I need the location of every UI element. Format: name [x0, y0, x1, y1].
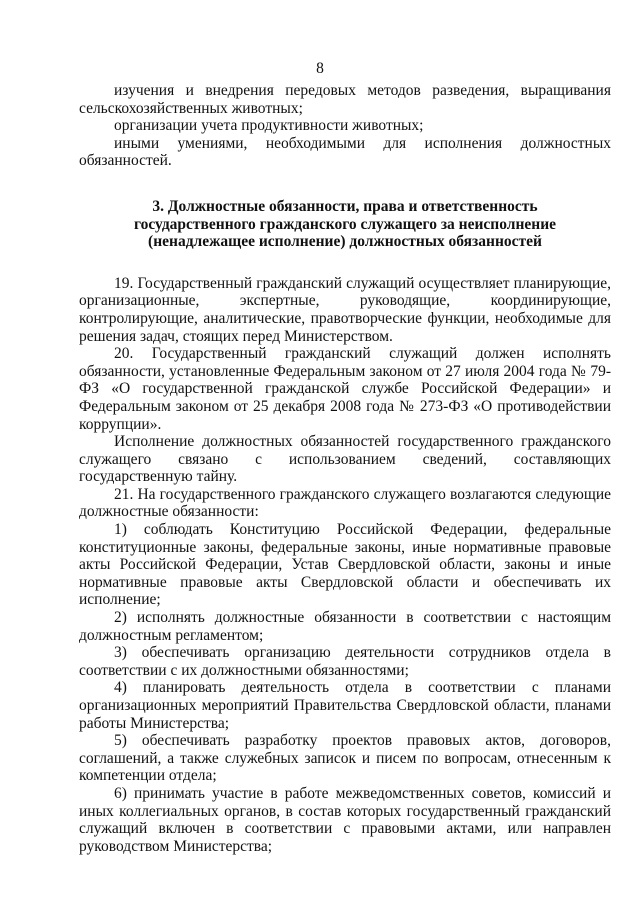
duty-item-6: 6) принимать участие в работе межведомственных советов, комиссий и иных коллегиальных органов, в состав которых государственный гражданский служащий включен в соответствии с правовыми актами, или направлен руководством Министерства;: [79, 784, 611, 855]
duty-item-5: 5) обеспечивать разработку проектов правовых актов, договоров, соглашений, а также служебных записок и писем по вопросам, отнесенным к компетенции отдела;: [79, 732, 611, 785]
paragraph-20: 20. Государственный гражданский служащий должен исполнять обязанности, установленные Федеральным законом от 27 июля 2004 года № 79-ФЗ «О государственной гражданской службе Российской Федерации» и Федеральным законом от 25 декабря 2008 года № 273-ФЗ «О противодействии коррупции».: [79, 345, 611, 433]
page-number: 8: [316, 60, 324, 77]
duty-item-1: 1) соблюдать Конституцию Российской Федерации, федеральные конституционные законы, федеральные законы, иные нормативные правовые акты Российской Федерации, Устав Свердловской области, законы и иные нормативные правовые акты Свердловской области и обеспечивать их исполнение;: [79, 521, 611, 609]
paragraph-19: 19. Государственный гражданский служащий осуществляет планирующие, организационные, экспертные, руководящие, координирующие, контролирующие, аналитические, правотворческие функции, необходимые для решения задач, стоящих перед Министерством.: [79, 274, 611, 345]
section-heading-line: государственного гражданского служащего за неисполнение: [133, 215, 557, 233]
section-heading: [79, 198, 611, 251]
page-content: [79, 82, 611, 855]
section-heading-line: 3. Должностные обязанности, права и ответственность: [152, 197, 538, 215]
duty-item-4: 4) планировать деятельность отдела в соответствии с планами организационных мероприятий Правительства Свердловской области, планами работы Министерства;: [79, 679, 611, 732]
paragraph: иными умениями, необходимыми для исполнения должностных обязанностей.: [79, 134, 611, 170]
section-heading-line: (ненадлежащее исполнение) должностных обязанностей: [148, 233, 542, 251]
paragraph-secrecy: Исполнение должностных обязанностей государственного гражданского служащего связано с использованием сведений, составляющих государственную тайну.: [79, 433, 611, 486]
paragraph: организации учета продуктивности животных;: [114, 117, 424, 135]
duty-item-3: 3) обеспечивать организацию деятельности сотрудников отдела в соответствии с их должностными обязанностями;: [79, 644, 611, 679]
paragraph: изучения и внедрения передовых методов разведения, выращивания сельскохозяйственных животных;: [79, 82, 611, 117]
duty-item-2: 2) исполнять должностные обязанности в соответствии с настоящим должностным регламентом;: [79, 609, 611, 644]
paragraph-21: 21. На государственного гражданского служащего возлагаются следующие должностные обязанности:: [79, 485, 611, 521]
